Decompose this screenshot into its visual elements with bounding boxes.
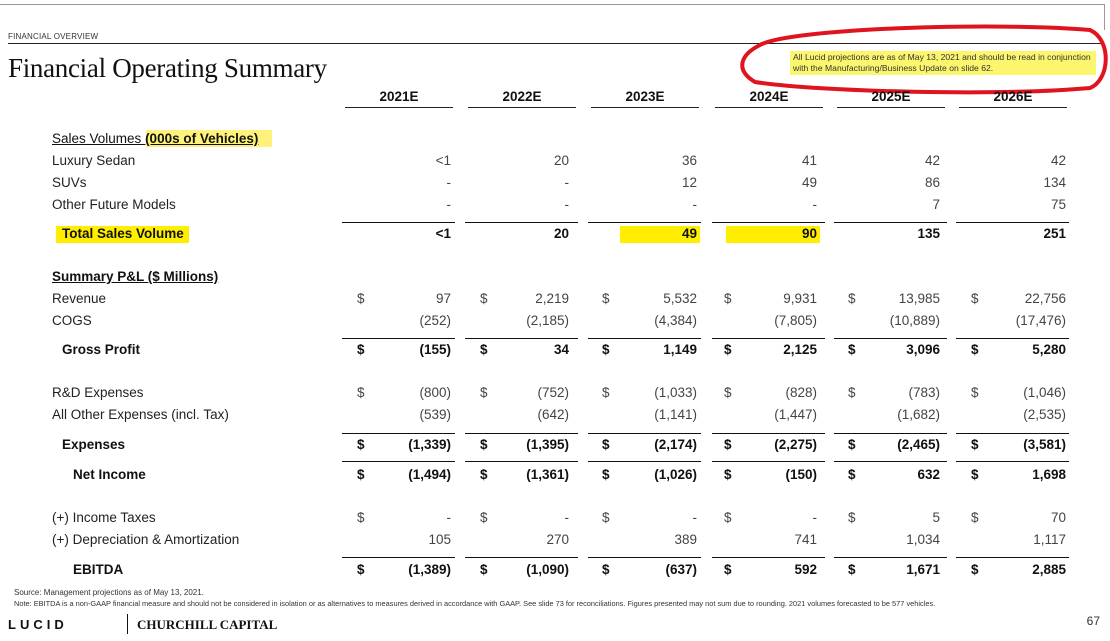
table-cell: (3,581) xyxy=(1023,437,1066,452)
total-rule xyxy=(834,338,947,339)
footer-source: Source: Management projections as of May 13, 2021. xyxy=(14,588,204,597)
row-label: Net Income xyxy=(73,467,146,482)
column-header: 2023E xyxy=(625,89,665,104)
table-cell: 42 xyxy=(924,153,940,168)
row-label: COGS xyxy=(52,313,92,328)
total-rule xyxy=(465,461,578,462)
total-rule xyxy=(956,222,1069,223)
total-rule xyxy=(588,222,701,223)
table-cell: 2,125 xyxy=(783,342,817,357)
dollar-sign: $ xyxy=(848,562,856,577)
table-cell: <1 xyxy=(435,153,451,168)
table-cell: - xyxy=(812,197,817,212)
total-rule xyxy=(342,222,455,223)
top-border xyxy=(0,4,1105,5)
total-rule xyxy=(834,433,947,434)
dollar-sign: $ xyxy=(971,510,979,525)
dollar-sign: $ xyxy=(602,510,610,525)
total-rule xyxy=(588,557,701,558)
total-rule xyxy=(342,433,455,434)
table-cell: 13,985 xyxy=(898,291,940,306)
row-label: (+) Income Taxes xyxy=(52,510,156,525)
row-label: Total Sales Volume xyxy=(62,226,184,241)
table-cell: (539) xyxy=(419,407,451,422)
total-rule xyxy=(956,461,1069,462)
dollar-sign: $ xyxy=(971,385,979,400)
table-cell: (17,476) xyxy=(1015,313,1066,328)
table-cell: 135 xyxy=(917,226,940,241)
title-rule xyxy=(8,43,1103,44)
table-cell: (1,447) xyxy=(774,407,817,422)
table-cell: 3,096 xyxy=(906,342,940,357)
table-cell: (10,889) xyxy=(889,313,940,328)
dollar-sign: $ xyxy=(480,437,488,452)
dollar-sign: $ xyxy=(724,342,732,357)
table-cell: 41 xyxy=(801,153,817,168)
table-cell: - xyxy=(446,510,451,525)
table-cell: (2,275) xyxy=(774,437,817,452)
row-label: SUVs xyxy=(52,175,87,190)
total-rule xyxy=(588,338,701,339)
total-rule xyxy=(956,338,1069,339)
table-cell: - xyxy=(692,197,697,212)
column-header-rule xyxy=(959,107,1067,108)
row-label: Luxury Sedan xyxy=(52,153,136,168)
table-cell: - xyxy=(446,197,451,212)
row-label: R&D Expenses xyxy=(52,385,144,400)
pnl-heading: Summary P&L ($ Millions) xyxy=(52,269,219,284)
total-rule xyxy=(956,557,1069,558)
dollar-sign: $ xyxy=(724,437,732,452)
table-cell: 36 xyxy=(681,153,697,168)
dollar-sign: $ xyxy=(357,437,365,452)
table-cell: 97 xyxy=(435,291,451,306)
footer-note: Note: EBITDA is a non-GAAP financial measure and should not be considered in isolation or as alternatives to measures derived in accordance with GAAP. See slide 73 for reconciliations. Figures presented may not sum due to rounding. 2021 volumes forecasted to be 577 vehicles. xyxy=(14,599,936,608)
table-cell: 12 xyxy=(681,175,697,190)
column-header-rule xyxy=(715,107,823,108)
dollar-sign: $ xyxy=(724,385,732,400)
table-cell: 2,219 xyxy=(535,291,569,306)
dollar-sign: $ xyxy=(602,385,610,400)
table-cell: - xyxy=(564,197,569,212)
dollar-sign: $ xyxy=(357,291,365,306)
dollar-sign: $ xyxy=(357,385,365,400)
dollar-sign: $ xyxy=(724,562,732,577)
total-rule xyxy=(342,461,455,462)
dollar-sign: $ xyxy=(724,291,732,306)
table-cell: 42 xyxy=(1050,153,1066,168)
table-cell: 7 xyxy=(932,197,940,212)
dollar-sign: $ xyxy=(357,562,365,577)
table-cell: 251 xyxy=(1043,226,1066,241)
right-border xyxy=(1104,4,1105,30)
dollar-sign: $ xyxy=(480,291,488,306)
table-cell: (155) xyxy=(419,342,451,357)
table-cell: <1 xyxy=(435,226,451,241)
row-label: EBITDA xyxy=(73,562,124,577)
total-rule xyxy=(712,557,825,558)
table-cell: 75 xyxy=(1050,197,1066,212)
table-cell: - xyxy=(564,510,569,525)
total-rule xyxy=(834,557,947,558)
red-annotation-ellipse xyxy=(0,0,1110,100)
dollar-sign: $ xyxy=(848,437,856,452)
table-cell: 5,280 xyxy=(1032,342,1066,357)
column-header: 2024E xyxy=(749,89,789,104)
projection-note: All Lucid projections are as of May 13, 2021 and should be read in conjunction with the Manufacturing/Business Update on slide 62. xyxy=(790,51,1096,75)
table-cell: 741 xyxy=(794,532,817,547)
lucid-logo: LUCID xyxy=(8,617,68,632)
dollar-sign: $ xyxy=(724,467,732,482)
row-label: (+) Depreciation & Amortization xyxy=(52,532,240,547)
table-cell: 49 xyxy=(801,175,817,190)
table-cell: 5,532 xyxy=(663,291,697,306)
page-number: 67 xyxy=(1086,614,1100,628)
table-cell: 1,034 xyxy=(906,532,940,547)
total-rule xyxy=(465,338,578,339)
dollar-sign: $ xyxy=(971,467,979,482)
churchill-logo: CHURCHILL CAPITAL xyxy=(137,617,278,632)
table-cell: (2,174) xyxy=(654,437,697,452)
table-cell: 1,671 xyxy=(906,562,940,577)
table-cell: 1,117 xyxy=(1033,532,1066,547)
dollar-sign: $ xyxy=(480,510,488,525)
dollar-sign: $ xyxy=(724,510,732,525)
table-cell: 49 xyxy=(681,226,697,241)
column-header: 2022E xyxy=(502,89,542,104)
table-cell: (1,046) xyxy=(1023,385,1066,400)
table-cell: (1,389) xyxy=(408,562,451,577)
dollar-sign: $ xyxy=(602,467,610,482)
total-rule xyxy=(712,433,825,434)
dollar-sign: $ xyxy=(848,510,856,525)
table-cell: (1,494) xyxy=(408,467,451,482)
dollar-sign: $ xyxy=(357,510,365,525)
column-header-rule xyxy=(468,107,576,108)
sales-heading-b: (000s of Vehicles) xyxy=(145,131,259,146)
column-header: 2021E xyxy=(379,89,419,104)
brand-divider xyxy=(127,614,128,634)
sales-heading-a: Sales Volumes xyxy=(52,131,146,146)
total-rule xyxy=(465,222,578,223)
dollar-sign: $ xyxy=(480,562,488,577)
table-cell: (800) xyxy=(419,385,451,400)
total-rule xyxy=(342,338,455,339)
dollar-sign: $ xyxy=(848,467,856,482)
table-cell: (1,090) xyxy=(526,562,569,577)
total-rule xyxy=(342,557,455,558)
dollar-sign: $ xyxy=(971,562,979,577)
table-cell: 70 xyxy=(1050,510,1066,525)
table-cell: 1,149 xyxy=(663,342,697,357)
table-cell: 9,931 xyxy=(783,291,817,306)
dollar-sign: $ xyxy=(602,342,610,357)
table-cell: (1,682) xyxy=(897,407,940,422)
table-cell: 20 xyxy=(553,153,569,168)
section-tag: FINANCIAL OVERVIEW xyxy=(8,32,99,41)
table-cell: 1,698 xyxy=(1032,467,1066,482)
table-cell: (642) xyxy=(537,407,569,422)
table-cell: 20 xyxy=(553,226,569,241)
table-cell: - xyxy=(446,175,451,190)
table-cell: (783) xyxy=(908,385,940,400)
row-label: Other Future Models xyxy=(52,197,176,212)
table-cell: 105 xyxy=(428,532,451,547)
table-cell: (2,465) xyxy=(897,437,940,452)
column-header: 2026E xyxy=(993,89,1033,104)
total-rule xyxy=(712,461,825,462)
table-cell: (1,339) xyxy=(408,437,451,452)
table-cell: (252) xyxy=(419,313,451,328)
table-cell: 34 xyxy=(553,342,569,357)
total-rule xyxy=(588,461,701,462)
table-cell: - xyxy=(812,510,817,525)
dollar-sign: $ xyxy=(602,437,610,452)
total-rule xyxy=(956,433,1069,434)
table-cell: (637) xyxy=(665,562,697,577)
sales-heading xyxy=(52,131,258,146)
table-cell: (2,185) xyxy=(526,313,569,328)
dollar-sign: $ xyxy=(971,291,979,306)
total-rule xyxy=(712,338,825,339)
table-cell: (4,384) xyxy=(654,313,697,328)
dollar-sign: $ xyxy=(971,437,979,452)
dollar-sign: $ xyxy=(971,342,979,357)
table-cell: (7,805) xyxy=(774,313,817,328)
column-header-rule xyxy=(345,107,453,108)
total-rule xyxy=(712,222,825,223)
table-cell: 90 xyxy=(801,226,817,241)
table-cell: 389 xyxy=(674,532,697,547)
column-header-rule xyxy=(591,107,699,108)
table-cell: 5 xyxy=(932,510,940,525)
total-rule xyxy=(834,461,947,462)
column-header-rule xyxy=(837,107,945,108)
table-cell: 22,756 xyxy=(1024,291,1066,306)
table-cell: (752) xyxy=(537,385,569,400)
table-cell: (1,395) xyxy=(526,437,569,452)
table-cell: 2,885 xyxy=(1032,562,1066,577)
dollar-sign: $ xyxy=(357,467,365,482)
total-rule xyxy=(465,557,578,558)
dollar-sign: $ xyxy=(848,385,856,400)
row-label: All Other Expenses (incl. Tax) xyxy=(52,407,229,422)
table-cell: - xyxy=(564,175,569,190)
dollar-sign: $ xyxy=(602,562,610,577)
table-cell: (150) xyxy=(785,467,817,482)
table-cell: (1,033) xyxy=(654,385,697,400)
table-cell: 86 xyxy=(924,175,940,190)
dollar-sign: $ xyxy=(480,342,488,357)
row-label: Revenue xyxy=(52,291,107,306)
page-title: Financial Operating Summary xyxy=(8,53,327,83)
dollar-sign: $ xyxy=(848,342,856,357)
table-cell: (1,361) xyxy=(526,467,569,482)
table-cell: 134 xyxy=(1043,175,1066,190)
dollar-sign: $ xyxy=(848,291,856,306)
table-cell: (1,026) xyxy=(654,467,697,482)
column-header: 2025E xyxy=(871,89,911,104)
dollar-sign: $ xyxy=(480,467,488,482)
table-cell: (1,141) xyxy=(654,407,697,422)
dollar-sign: $ xyxy=(357,342,365,357)
table-cell: - xyxy=(692,510,697,525)
table-cell: (2,535) xyxy=(1023,407,1066,422)
row-label: Expenses xyxy=(62,437,126,452)
table-cell: 592 xyxy=(794,562,817,577)
total-rule xyxy=(588,433,701,434)
table-cell: 270 xyxy=(546,532,569,547)
dollar-sign: $ xyxy=(480,385,488,400)
dollar-sign: $ xyxy=(602,291,610,306)
table-cell: (828) xyxy=(785,385,817,400)
row-label: Gross Profit xyxy=(62,342,141,357)
table-cell: 632 xyxy=(917,467,940,482)
total-rule xyxy=(834,222,947,223)
total-rule xyxy=(465,433,578,434)
